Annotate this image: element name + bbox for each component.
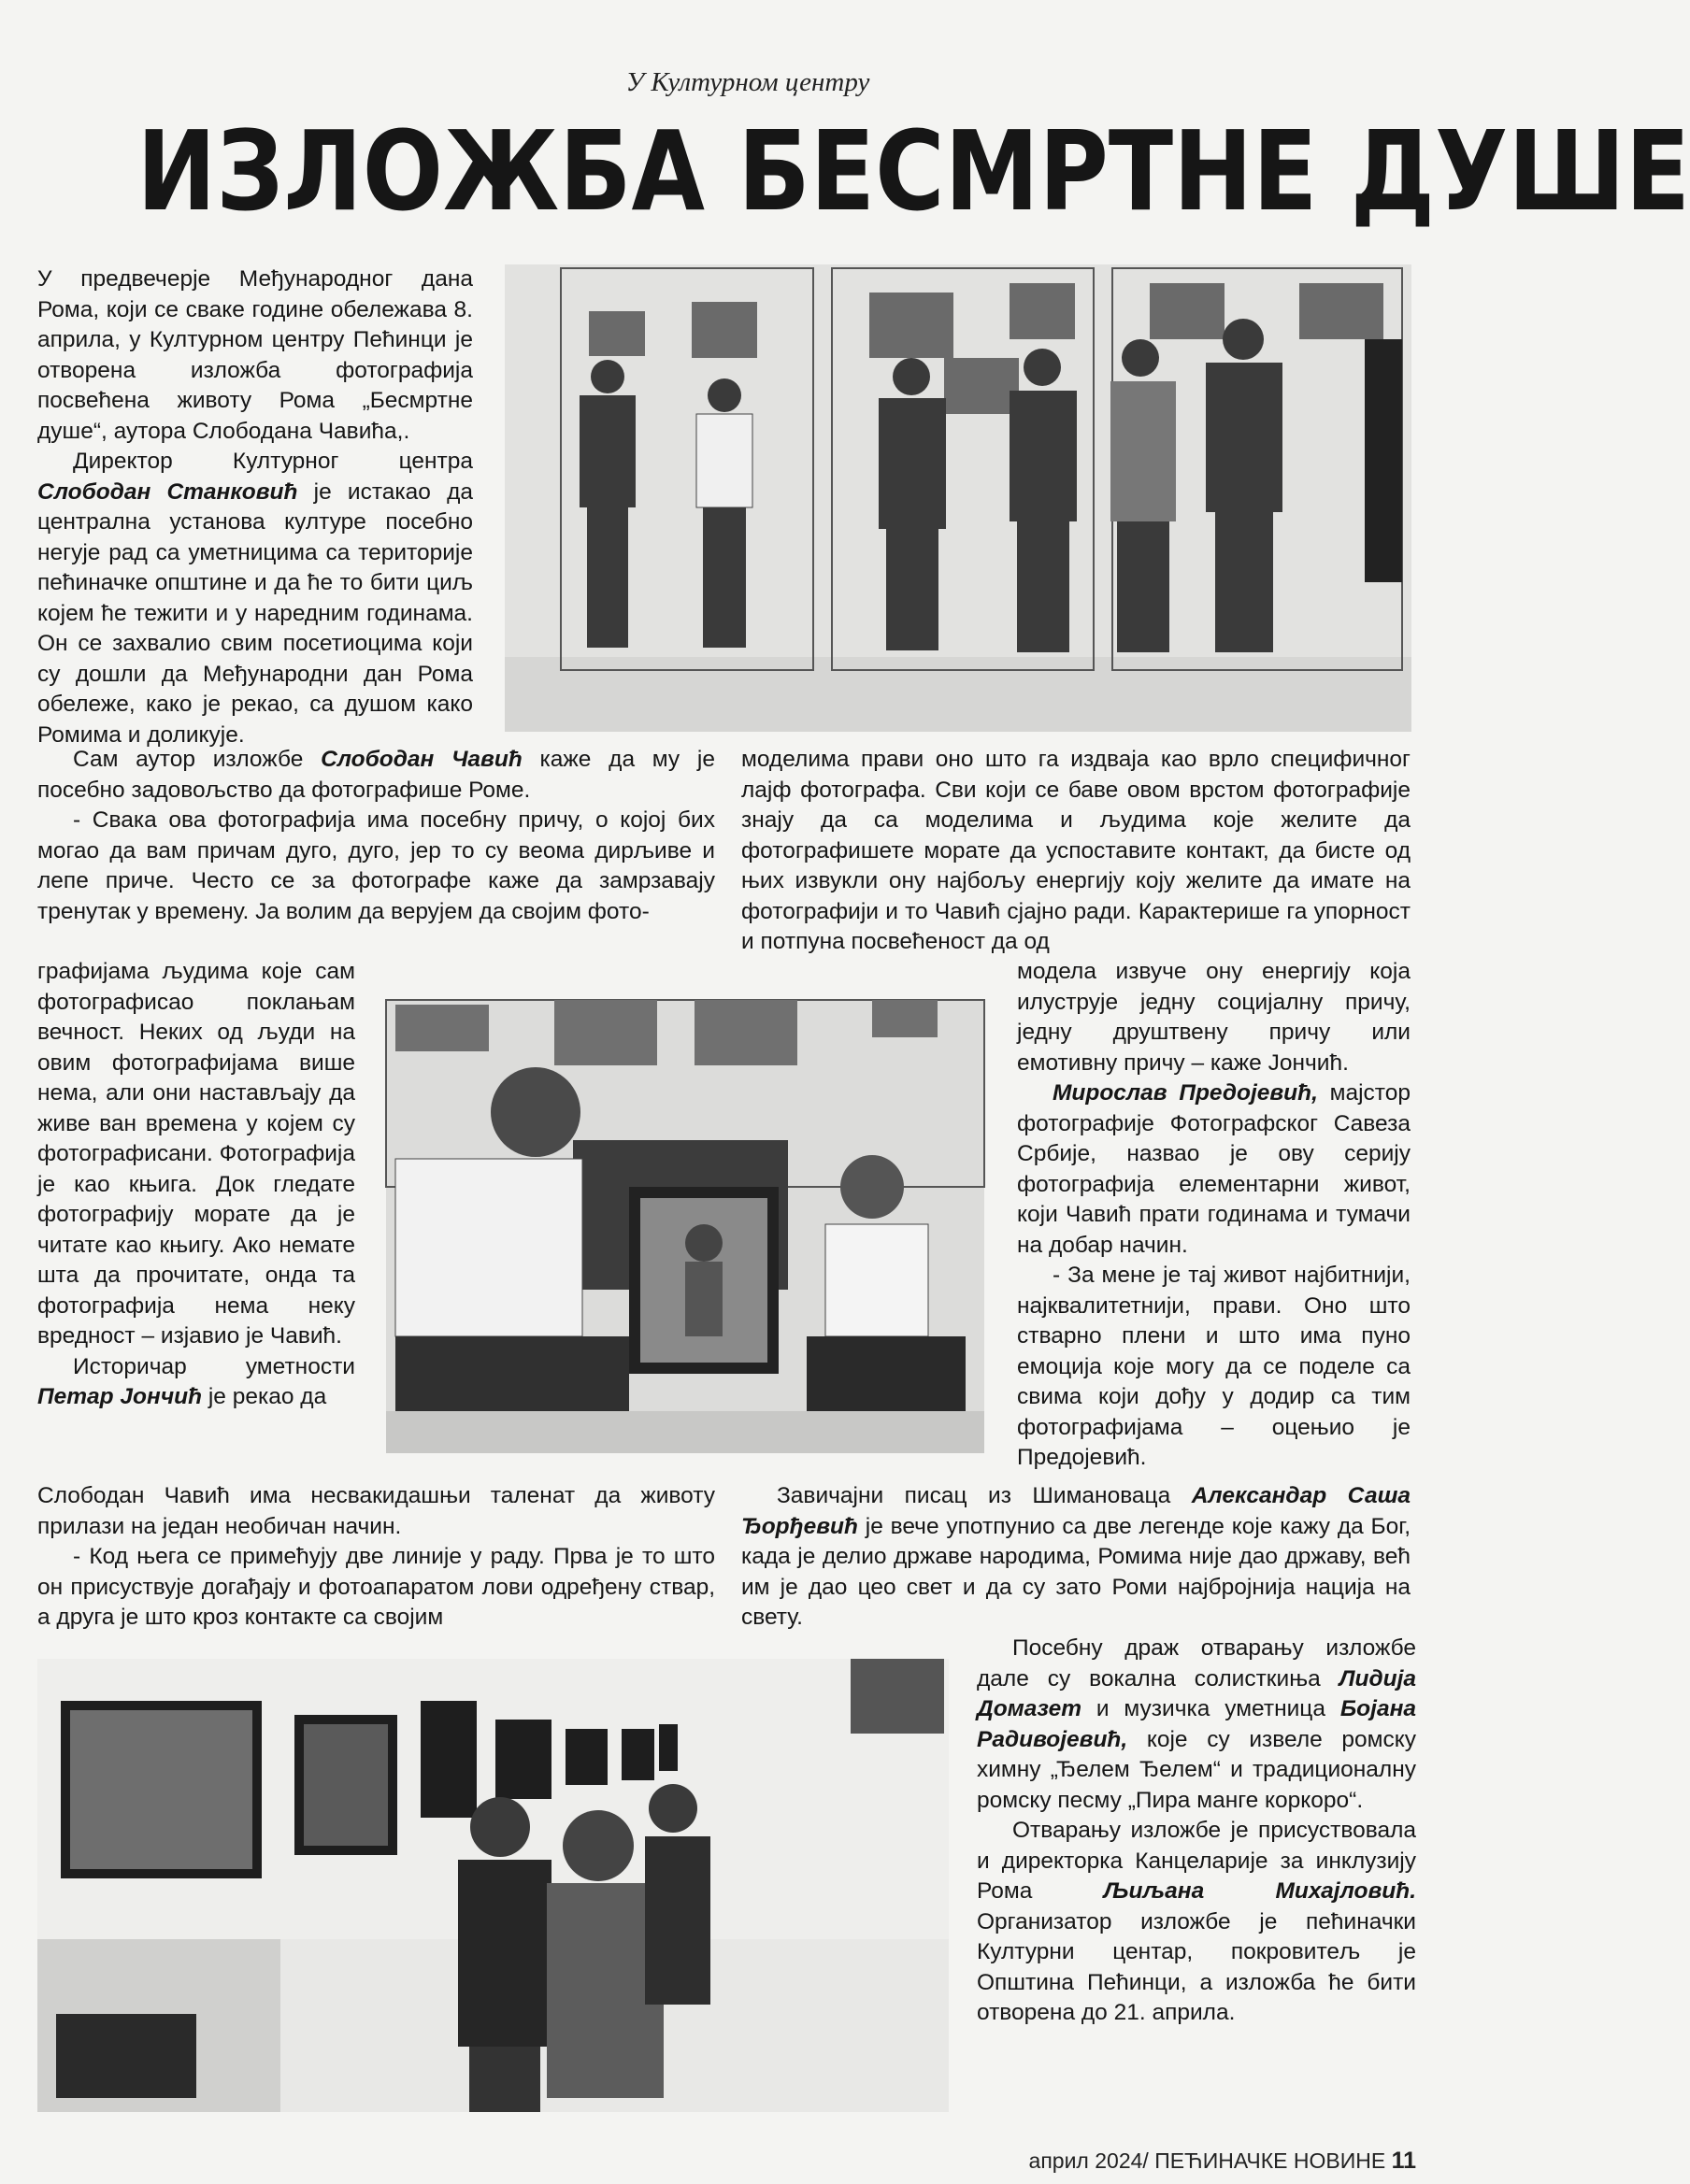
paragraph-historian-quote: - Код њега се примећују две линије у раду. Прва је то што он присуствује догађају и фотоапаратом лови одређену ствар, а друга је што кроз контакте са својим <box>37 1544 715 1630</box>
column-left-narrow <box>37 957 355 1413</box>
name-writer: Александар Саша Ђорђевић <box>741 1483 1411 1539</box>
paragraph-director: Директор Културног центра Слободан Станковић је истакао да централна установа културе посебно негује рад са уметницима са територије пећиначке општине и да ће то бити циљ којем ће тежити и у наредним годинама. Он се захвалио свим посетиоцима који су дошли да Међународни дан Рома обележе, како је рекао, са душом како Ромима и доликује. <box>37 449 473 748</box>
page-footer <box>1029 2148 1416 2175</box>
paragraph-organizers: Отварању изложбе је присуствовала и директорка Канцеларије за инклузију Рома Љиљана Михајловић. Организатор изложбе је пећиначки Културни центар, покровитељ је Општина Пећинци, а изложба ће бити отворена до 21. априла. <box>977 1818 1417 2025</box>
column-left-lower <box>37 1481 715 1634</box>
column-right-bottom <box>977 1634 1416 2029</box>
column-right-mid <box>1017 957 1411 1474</box>
column-right-lower <box>741 1481 1411 1634</box>
name-performer-2: Бојана Радивојевић, <box>977 1696 1416 1752</box>
paragraph-predojevic: Мирослав Предојевић, мајстор фотографије Фотографског Савеза Србије, назвао је ову серију фотографија елементарни живот, који Чавић прати годинама и тумачи на добар начин. <box>1017 1080 1411 1258</box>
name-performer-1: Лидија Домазет <box>977 1665 1416 1721</box>
paragraph-author-quote-start: - Свака ова фотографија има посебну причу, о којој бих могао да вам причам дуго, дуго, јер то су веома дирљиве и лепе приче. Често се за фотографе каже да замрзавају тренутак у времену. Ја волим да верујем да својим фото- <box>37 807 715 924</box>
paragraph-performers: Посебну драж отварању изложбе дале су вокална солисткиња Лидија Домазет и музичка уметница Бојана Радивојевић, које су извеле ромску химну „Ђелем Ђелем“ и традиционалну ромску песму „Пира манге коркоро“. <box>977 1635 1416 1813</box>
section-kicker: У Културном центру <box>625 67 870 97</box>
paragraph-writer: Завичајни писац из Шимановаца Александар Саша Ђорђевић је вече употпунио са две легенде које кажу да Бог, када је делио државе народима, Ромима није дао државу, већ им је дао цео свет и да су зато Роми најбројнија нација на свету. <box>741 1483 1411 1630</box>
name-historian: Петар Јончић <box>37 1384 203 1409</box>
footer-page-number: 11 <box>1391 2148 1416 2174</box>
paragraph-intro: У предвечерје Међународног дана Рома, који се сваке године обележава 8. априла, у Културном центру Пећинци је отворена изложба фотографија посвећена животу Рома „Бесмртне душе“, аутора Слободана Чавића,. <box>37 266 473 444</box>
name-director: Слободан Станковић <box>37 478 298 505</box>
paragraph-historian-quote-cont: моделима прави оно што га издваја као врло специфичног лајф фотографа. Сви који се баве овом врстом фотографије знају да са моделима и људима које желите да фотографишете морате да успоставите контакт, да бисте од њих извукли ону најбољу енергију коју желите да имате на фотографији и то Чавић сјајно ради. Карактерише га упорност и потпуна посвећеност да од <box>741 747 1411 954</box>
photo-guests-standing <box>505 264 1411 732</box>
column-right-top <box>741 745 1411 958</box>
paragraph-predojevic-quote: - За мене је тај живот најбитнији, најквалитетнији, прави. Оно што стварно плени и што има пуно емоција које могу да се поделе са свима који дођу у додир са тим фотографијама – оцењио је Предојевић. <box>1017 1263 1411 1470</box>
name-author: Слободан Чавић <box>321 747 523 772</box>
name-director-office: Љиљана Михајловић. <box>1103 1878 1417 1904</box>
name-predojevic: Мирослав Предојевић, <box>1053 1080 1318 1106</box>
paragraph-historian-quote-end: модела извуче ону енергију која илуструје једну социјалну причу, једну друштвену причу или емотивну причу – каже Јончић. <box>1017 959 1411 1076</box>
footer-issue: април 2024/ ПЕЋИНАЧКЕ НОВИНЕ <box>1028 2148 1386 2173</box>
column-left-top <box>37 264 473 750</box>
photo-author-with-boy <box>386 1000 984 1453</box>
paragraph-author-quote-end: графијама људима које сам фотографисао поклањам вечност. Неких од људи на овим фотографијама више нема, али они настављају да живе ван времена у којем су фотографисани. Фотографија је као књига. Док гледате фотографију морате да је читате као књигу. Ако немате шта да прочитате, онда та фотографија нема неку вредност – изјавио је Чавић. <box>37 959 355 1349</box>
paragraph-historian-talent: Слободан Чавић има несвакидашњи таленат да животу прилази на један необичан начин. <box>37 1483 715 1539</box>
paragraph-author: Сам аутор изложбе Слободан Чавић каже да му је посебно задовољство да фотографише Роме. <box>37 747 715 803</box>
photo-gallery-visitors <box>37 1659 949 2112</box>
column-left-mid <box>37 745 715 927</box>
headline: ИЗЛОЖБА БЕСМРТНЕ ДУШЕ <box>136 107 1690 236</box>
paragraph-historian-intro: Историчар уметности Петар Јончић је рекао да <box>37 1353 355 1409</box>
